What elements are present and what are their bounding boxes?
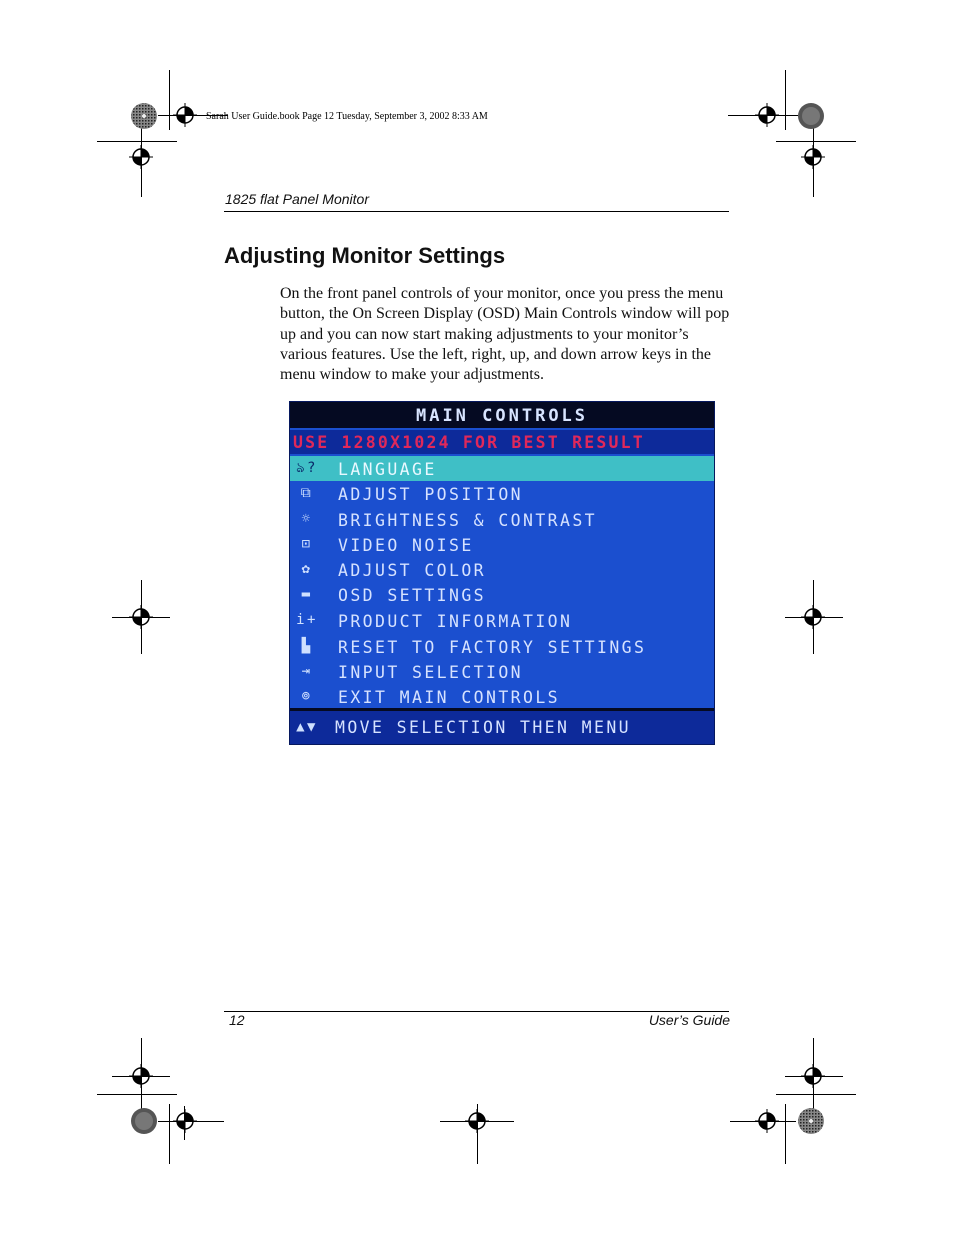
position-icon: ⧉	[300, 485, 314, 501]
print-slug: Sarah User Guide.book Page 12 Tuesday, September 3, 2002 8:33 AM	[206, 111, 488, 122]
language-icon: ঌ?	[296, 460, 318, 476]
running-head: 1825 flat Panel Monitor	[225, 191, 369, 207]
page-title: Adjusting Monitor Settings	[224, 243, 506, 268]
exit-icon: ⊚	[301, 688, 313, 704]
osd-item-osd-settings[interactable]: ▬ OSD SETTINGS	[290, 582, 714, 607]
osd-item-reset-factory[interactable]: ▙ RESET TO FACTORY SETTINGS	[290, 634, 714, 659]
osd-item-input-selection[interactable]: ⇥ INPUT SELECTION	[290, 659, 714, 684]
input-icon: ⇥	[301, 663, 313, 679]
osd-settings-icon: ▬	[301, 586, 313, 602]
crosshair-mark	[129, 145, 153, 169]
osd-item-product-information[interactable]: i+ PRODUCT INFORMATION	[296, 612, 573, 631]
crosshair-mark	[801, 145, 825, 169]
osd-footer: ▲▼ MOVE SELECTION THEN MENU	[290, 708, 714, 744]
osd-resolution-warning: USE 1280X1024 FOR BEST RESULT	[290, 430, 714, 454]
crosshair-mark	[129, 605, 153, 629]
osd-title: MAIN CONTROLS	[290, 402, 714, 428]
osd-item-language[interactable]: ঌ? LANGUAGE	[290, 456, 714, 481]
osd-item-adjust-position[interactable]: ⧉ ADJUST POSITION	[290, 481, 714, 506]
osd-main-controls	[289, 401, 715, 745]
starburst-mark	[130, 102, 158, 135]
osd-item-video-noise[interactable]: ⊡ VIDEO NOISE	[290, 532, 714, 557]
crosshair-mark	[755, 103, 779, 127]
crosshair-mark	[465, 1109, 489, 1133]
page-number: 12	[229, 1012, 245, 1028]
crosshair-mark	[755, 1109, 779, 1133]
osd-item-exit[interactable]: ⊚ EXIT MAIN CONTROLS	[290, 684, 714, 709]
palette-icon: ✿	[301, 561, 313, 577]
video-noise-icon: ⊡	[301, 536, 313, 552]
footer-guide-label: User’s Guide	[648, 1012, 730, 1028]
crosshair-mark	[129, 1064, 153, 1088]
info-icon: i+	[296, 612, 318, 628]
up-down-arrows-icon: ▲▼	[296, 719, 318, 735]
crosshair-mark	[173, 103, 197, 127]
crosshair-mark	[801, 1064, 825, 1088]
starburst-mark	[797, 102, 825, 135]
header-rule	[224, 211, 729, 212]
osd-item-brightness-contrast[interactable]: ☼ BRIGHTNESS & CONTRAST	[290, 507, 714, 532]
crosshair-mark	[801, 605, 825, 629]
brightness-icon: ☼	[301, 511, 313, 527]
body-paragraph: On the front panel controls of your monitor, once you press the menu button, the On Screen Display (OSD) Main Controls window will pop up and you can now start making adjustments to your monitor’s various features. Use the left, right, up, and down arrow keys in the menu window to make your adjustments.	[280, 285, 730, 384]
osd-item-adjust-color[interactable]: ✿ ADJUST COLOR	[290, 557, 714, 582]
factory-icon: ▙	[301, 638, 313, 654]
starburst-mark	[130, 1107, 158, 1140]
starburst-mark	[797, 1107, 825, 1140]
crosshair-mark	[173, 1109, 197, 1133]
